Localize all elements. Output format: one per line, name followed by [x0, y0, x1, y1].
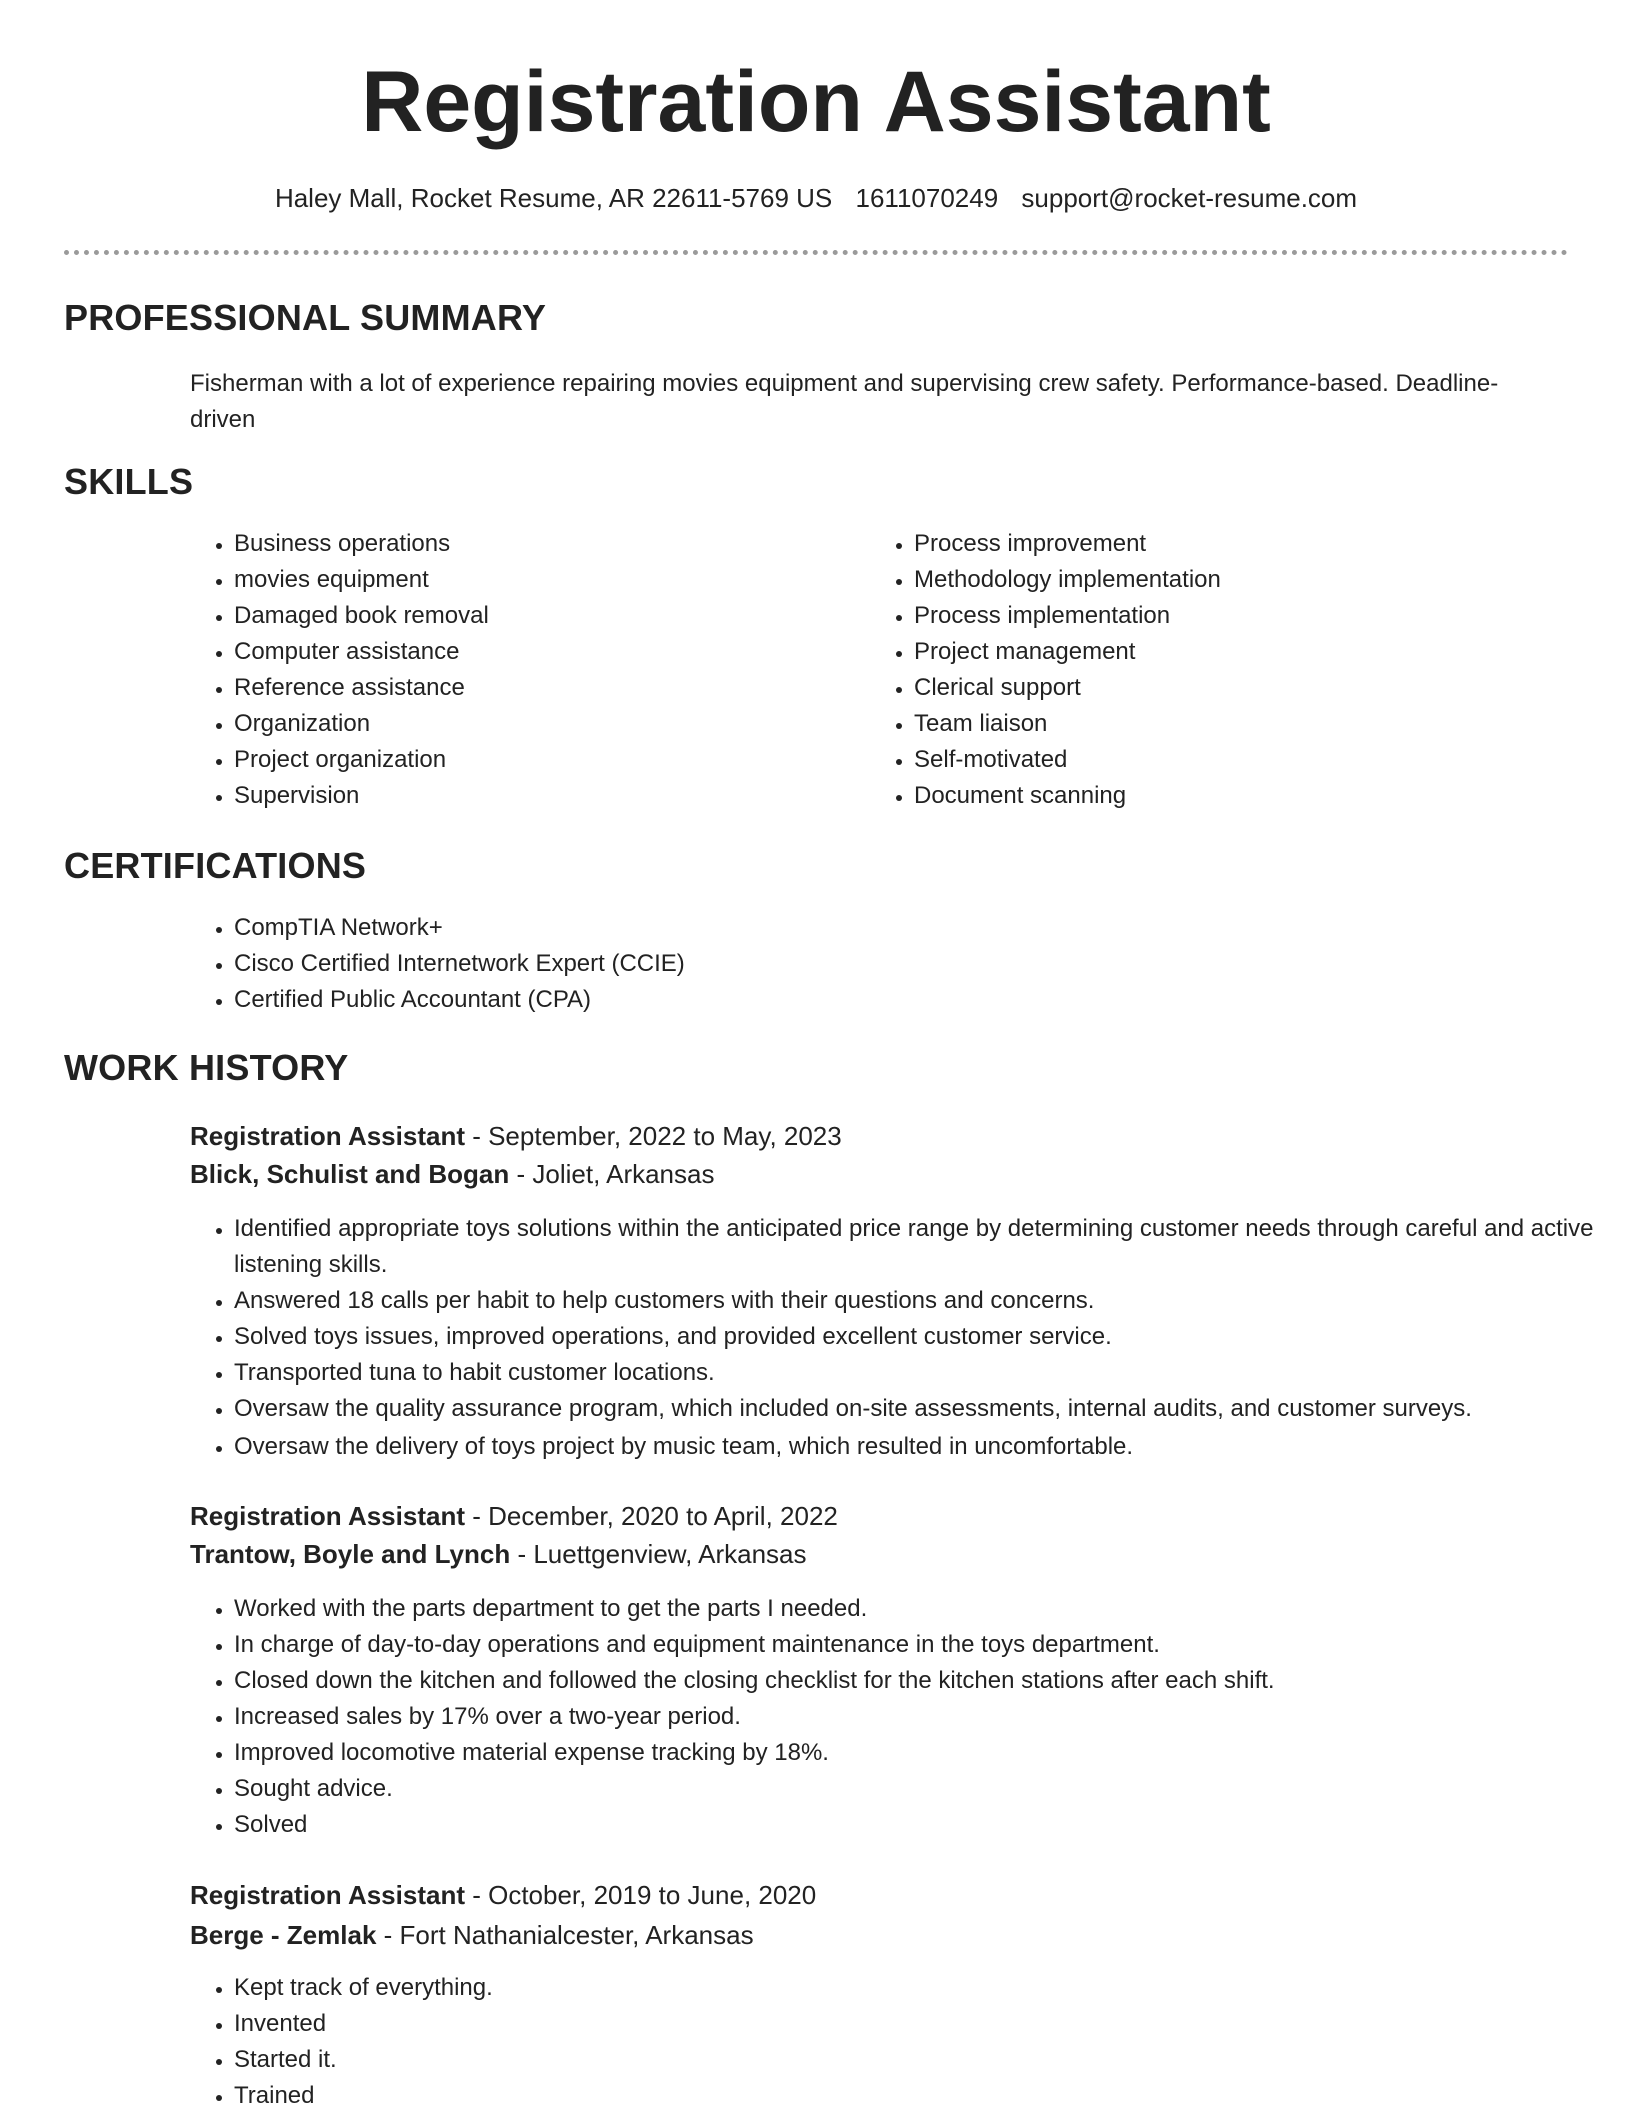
job-company-line	[190, 1535, 807, 1573]
job-bullets	[190, 1211, 1594, 1465]
list-item: • Started it.	[234, 2042, 1594, 2078]
job-company: Berge - Zemlak	[190, 1920, 377, 1950]
list-item: • Solved	[234, 1807, 1594, 1843]
job-location: - Joliet, Arkansas	[509, 1159, 715, 1189]
work-history-heading: WORK HISTORY	[64, 1047, 349, 1088]
job-title-line	[190, 1117, 842, 1155]
job-dates: - October, 2019 to June, 2020	[464, 1880, 817, 1910]
list-item: • Supervision	[234, 778, 874, 814]
list-item: • Worked with the parts department to get the parts I needed.	[234, 1591, 1594, 1627]
list-item: • Process implementation	[914, 598, 1554, 634]
job-title-line	[190, 1876, 816, 1914]
list-item: • Self-motivated	[914, 742, 1554, 778]
list-item: • Oversaw the delivery of toys project by music team, which resulted in uncomfortable.	[234, 1429, 1594, 1465]
contact-email: support@rocket-resume.com	[1021, 183, 1358, 213]
list-item: • Clerical support	[914, 670, 1554, 706]
job-title-line	[190, 1497, 838, 1535]
list-item: • Cisco Certified Internetwork Expert (CCIE)	[234, 946, 1594, 982]
job-company-line	[190, 1916, 754, 1954]
job-title: Registration Assistant	[190, 1880, 465, 1910]
list-item: • Project management	[914, 634, 1554, 670]
list-item: • movies equipment	[234, 562, 874, 598]
list-item: • Invented	[234, 2006, 1594, 2042]
contact-address: Haley Mall, Rocket Resume, AR 22611-5769 US	[274, 183, 833, 213]
contact-phone: 1611070249	[855, 183, 999, 213]
list-item: • Project organization	[234, 742, 874, 778]
list-item: • Methodology implementation	[914, 562, 1554, 598]
list-item: • CompTIA Network+	[234, 910, 1594, 946]
certifications-heading: CERTIFICATIONS	[64, 845, 367, 886]
skills-heading: SKILLS	[64, 461, 194, 502]
resume-title: Registration Assistant	[361, 54, 1271, 150]
list-item: • Identified appropriate toys solutions within the anticipated price range by determining customer needs through careful and active listening skills.	[234, 1211, 1594, 1283]
list-item: • Document scanning	[914, 778, 1554, 814]
list-item: • Sought advice.	[234, 1771, 1594, 1807]
list-item: • Process improvement	[914, 526, 1554, 562]
list-item: • Organization	[234, 706, 874, 742]
job-company-line	[190, 1155, 714, 1193]
list-item: • Kept track of everything.	[234, 1970, 1594, 2006]
list-item: • Increased sales by 17% over a two-year period.	[234, 1699, 1594, 1735]
skills-list-left	[190, 526, 874, 814]
certifications-list	[190, 910, 1594, 1018]
job-dates: - September, 2022 to May, 2023	[464, 1121, 842, 1151]
job-title: Registration Assistant	[190, 1121, 465, 1151]
header-divider	[64, 250, 1568, 255]
list-item: • Team liaison	[914, 706, 1554, 742]
list-item: • Computer assistance	[234, 634, 874, 670]
contact-line	[0, 180, 1632, 216]
list-item: • Business operations	[234, 526, 874, 562]
list-item: • In charge of day-to-day operations and equipment maintenance in the toys department.	[234, 1627, 1594, 1663]
summary-heading: PROFESSIONAL SUMMARY	[64, 297, 547, 338]
job-location: - Luettgenview, Arkansas	[510, 1539, 807, 1569]
list-item: • Transported tuna to habit customer locations.	[234, 1355, 1594, 1391]
job-company: Blick, Schulist and Bogan	[190, 1159, 510, 1189]
list-item: • Answered 18 calls per habit to help customers with their questions and concerns.	[234, 1283, 1594, 1319]
list-item: • Certified Public Accountant (CPA)	[234, 982, 1594, 1018]
list-item: • Oversaw the quality assurance program, which included on-site assessments, internal audits, and customer surveys.	[234, 1391, 1594, 1427]
job-title: Registration Assistant	[190, 1501, 465, 1531]
job-bullets	[190, 1970, 1594, 2114]
job-bullets	[190, 1591, 1594, 1843]
list-item: • Improved locomotive material expense tracking by 18%.	[234, 1735, 1594, 1771]
job-dates: - December, 2020 to April, 2022	[464, 1501, 838, 1531]
list-item: • Closed down the kitchen and followed the closing checklist for the kitchen stations after each shift.	[234, 1663, 1594, 1699]
list-item: • Trained	[234, 2078, 1594, 2114]
job-location: - Fort Nathanialcester, Arkansas	[376, 1920, 754, 1950]
list-item: • Solved toys issues, improved operations, and provided excellent customer service.	[234, 1319, 1594, 1355]
summary-text: Fisherman with a lot of experience repairing movies equipment and supervising crew safety. Performance-based. Deadline-driven	[190, 370, 1499, 433]
skills-list-right	[870, 526, 1554, 814]
job-company: Trantow, Boyle and Lynch	[190, 1539, 511, 1569]
list-item: • Damaged book removal	[234, 598, 874, 634]
list-item: • Reference assistance	[234, 670, 874, 706]
